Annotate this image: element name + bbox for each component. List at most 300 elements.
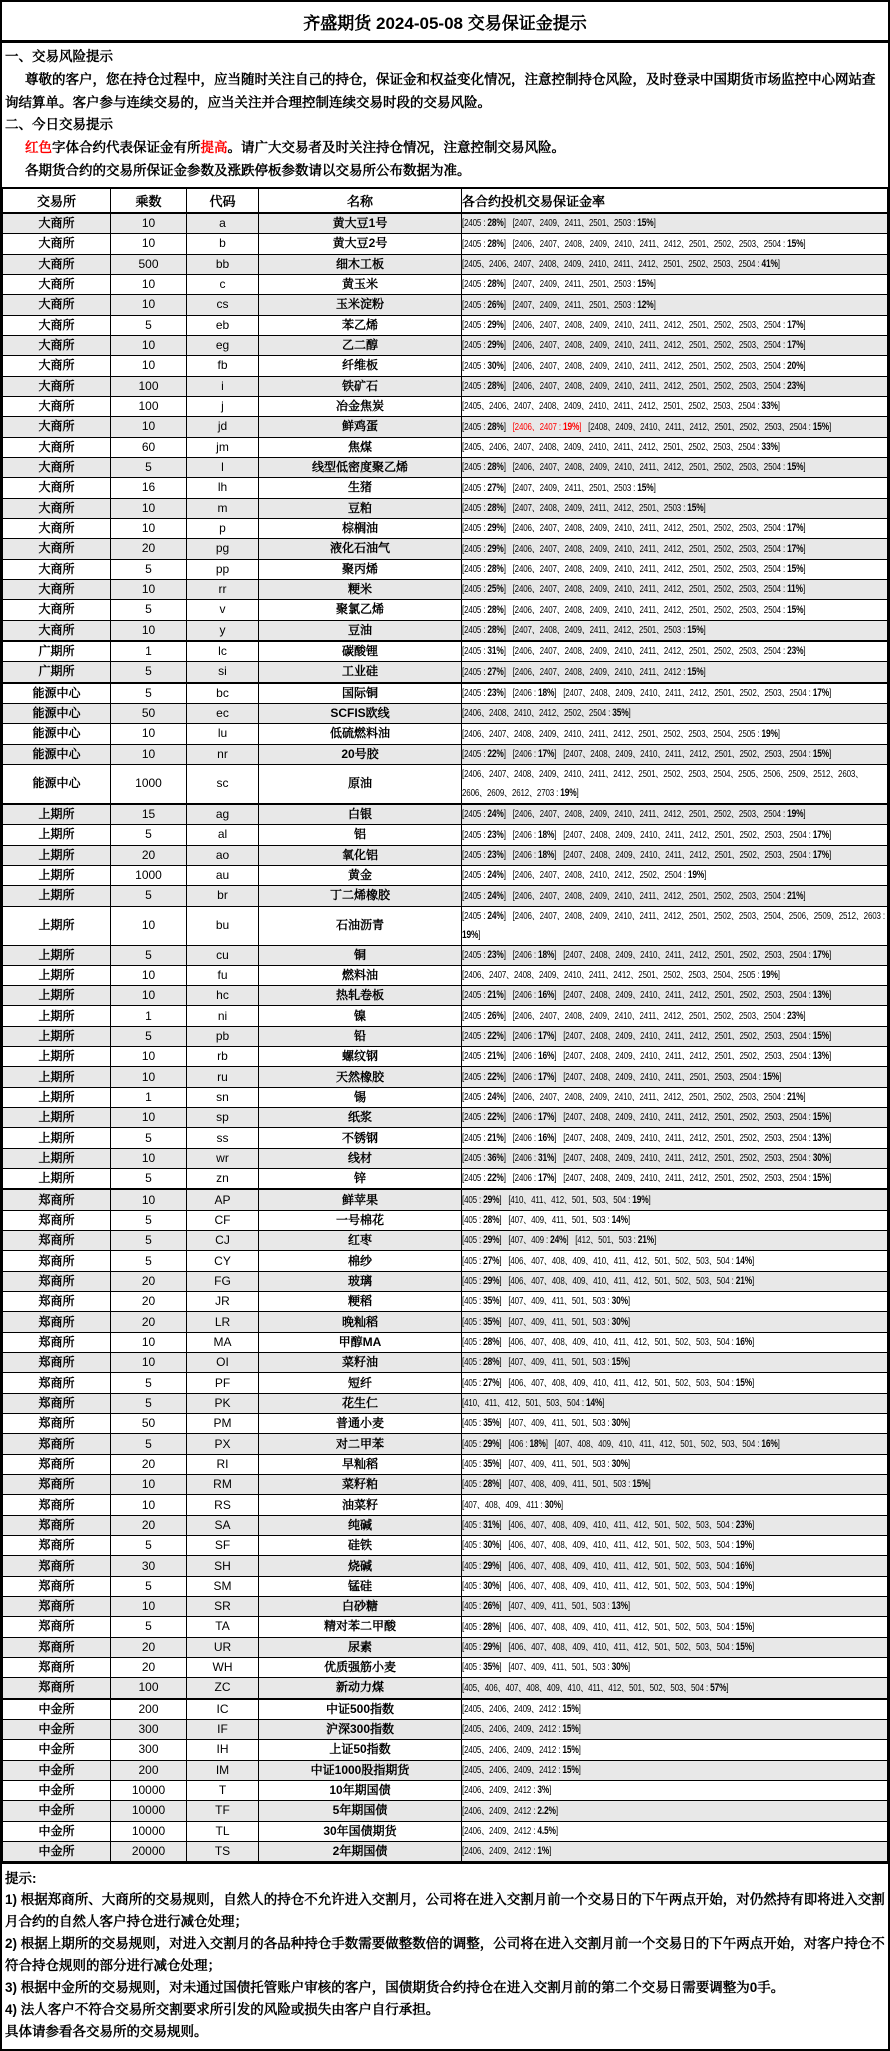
margin-segment: [2405 : 29%] bbox=[462, 339, 506, 352]
margin-segment: [2405 : 22%] bbox=[462, 1111, 506, 1124]
cell-exchange: 大商所 bbox=[3, 295, 111, 315]
cell-multiplier: 500 bbox=[111, 254, 187, 274]
cell-margin-rates bbox=[462, 1801, 888, 1821]
cell-multiplier: 1 bbox=[111, 1087, 187, 1107]
table-row bbox=[3, 1026, 888, 1046]
cell-margin-rates bbox=[462, 1617, 888, 1637]
cell-multiplier: 50 bbox=[111, 1414, 187, 1434]
cell-code: CJ bbox=[187, 1231, 259, 1251]
margin-segment: [2405 : 22%] bbox=[462, 1172, 506, 1185]
cell-multiplier: 5 bbox=[111, 1026, 187, 1046]
notes-label: 提示: bbox=[5, 1871, 37, 1887]
cell-code: c bbox=[187, 274, 259, 294]
table-row bbox=[3, 703, 888, 723]
cell-margin-rates bbox=[462, 1821, 888, 1841]
table-row bbox=[3, 356, 888, 376]
margin-segment: [2406、2407、2408、2409、2410、2411、2412、2501、2502、2503、2504 : 15%] bbox=[512, 461, 806, 474]
margin-segment: [2405 : 22%] bbox=[462, 1070, 506, 1083]
notes-footer-line: 具体请参看各交易所的交易规则。 bbox=[5, 2024, 208, 2040]
cell-name: 天然橡胶 bbox=[259, 1067, 462, 1087]
table-row bbox=[3, 254, 888, 274]
cell-multiplier: 10000 bbox=[111, 1780, 187, 1800]
cell-name: 生猪 bbox=[259, 478, 462, 498]
margin-segment: [2405 : 24%] bbox=[462, 1091, 506, 1104]
cell-code: CY bbox=[187, 1251, 259, 1271]
cell-code: IM bbox=[187, 1760, 259, 1780]
margin-segment: [406、407、408、409、410、411、412、501、502、503、504 : 16%] bbox=[508, 1336, 755, 1349]
cell-multiplier: 10 bbox=[111, 498, 187, 518]
cell-name: 工业硅 bbox=[259, 662, 462, 683]
cell-code: nr bbox=[187, 744, 259, 764]
col-header-margin-rates: 各合约投机交易保证金率 bbox=[462, 188, 888, 213]
cell-code: PX bbox=[187, 1434, 259, 1454]
cell-multiplier: 10 bbox=[111, 579, 187, 599]
cell-name: 鲜苹果 bbox=[259, 1189, 462, 1210]
cell-margin-rates bbox=[462, 498, 888, 518]
cell-multiplier: 10 bbox=[111, 1148, 187, 1168]
table-row bbox=[3, 845, 888, 865]
cell-exchange: 郑商所 bbox=[3, 1251, 111, 1271]
table-row bbox=[3, 804, 888, 825]
cell-multiplier: 1000 bbox=[111, 865, 187, 885]
today-section-heading: 二、今日交易提示 bbox=[5, 117, 113, 132]
margin-segment: [2405 : 23%] bbox=[462, 848, 506, 861]
cell-name: 普通小麦 bbox=[259, 1414, 462, 1434]
cell-exchange: 郑商所 bbox=[3, 1332, 111, 1352]
margin-segment: [405 : 29%] bbox=[462, 1640, 502, 1653]
cell-exchange: 郑商所 bbox=[3, 1292, 111, 1312]
red-word-hongse: 红色 bbox=[25, 140, 52, 155]
cell-name: 30年国债期货 bbox=[259, 1821, 462, 1841]
cell-margin-rates bbox=[462, 965, 888, 985]
table-row bbox=[3, 1189, 888, 1210]
cell-multiplier: 200 bbox=[111, 1760, 187, 1780]
table-row bbox=[3, 478, 888, 498]
table-row bbox=[3, 1699, 888, 1720]
cell-code: PM bbox=[187, 1414, 259, 1434]
cell-name: 铁矿石 bbox=[259, 376, 462, 396]
margin-segment: [2406 : 18%] bbox=[512, 828, 557, 841]
cell-exchange: 郑商所 bbox=[3, 1210, 111, 1230]
cell-exchange: 郑商所 bbox=[3, 1454, 111, 1474]
margin-segment: [2406、2409、2412 : 2.2%] bbox=[462, 1804, 558, 1817]
cell-margin-rates bbox=[462, 1148, 888, 1168]
cell-exchange: 上期所 bbox=[3, 1148, 111, 1168]
margin-segment: [2406 : 17%] bbox=[512, 1172, 557, 1185]
table-row bbox=[3, 1740, 888, 1760]
cell-code: jm bbox=[187, 437, 259, 457]
cell-name: 硅铁 bbox=[259, 1536, 462, 1556]
margin-segment: [2406、2409、2412 : 1%] bbox=[462, 1845, 552, 1858]
cell-code: pp bbox=[187, 559, 259, 579]
cell-code: rb bbox=[187, 1047, 259, 1067]
cell-name: 花生仁 bbox=[259, 1393, 462, 1413]
margin-segment: [2405 : 27%] bbox=[462, 481, 506, 494]
margin-segment: [407、408、409、411、501、503 : 15%] bbox=[508, 1478, 651, 1491]
cell-exchange: 郑商所 bbox=[3, 1393, 111, 1413]
cell-code: bc bbox=[187, 683, 259, 704]
cell-margin-rates bbox=[462, 1393, 888, 1413]
cell-exchange: 大商所 bbox=[3, 396, 111, 416]
cell-code: br bbox=[187, 886, 259, 906]
cell-code: RS bbox=[187, 1495, 259, 1515]
table-row bbox=[3, 724, 888, 744]
cell-code: lu bbox=[187, 724, 259, 744]
cell-name: 新动力煤 bbox=[259, 1678, 462, 1699]
margin-segment: [2407、2408、2409、2410、2411、2412、2501、2502、2503、2504 : 15%] bbox=[563, 1172, 832, 1185]
cell-margin-rates bbox=[462, 620, 888, 641]
margin-table-body bbox=[3, 213, 888, 1863]
cell-name: 优质强筋小麦 bbox=[259, 1657, 462, 1677]
cell-margin-rates bbox=[462, 234, 888, 254]
cell-margin-rates bbox=[462, 1556, 888, 1576]
table-row bbox=[3, 1760, 888, 1780]
table-row bbox=[3, 986, 888, 1006]
margin-segment: [2406 : 17%] bbox=[512, 747, 557, 760]
margin-segment: [2407、2408、2409、2410、2411、2412、2501、2502、2503、2504 : 17%] bbox=[563, 848, 832, 861]
cell-multiplier: 5 bbox=[111, 1231, 187, 1251]
margin-segment: [406、407、408、409、410、411、412、501、502、503、504 : 19%] bbox=[508, 1580, 755, 1592]
cell-multiplier: 20 bbox=[111, 1271, 187, 1291]
cell-multiplier: 5 bbox=[111, 1210, 187, 1230]
cell-code: wr bbox=[187, 1148, 259, 1168]
margin-segment: [2407、2409、2411、2501、2503 : 15%] bbox=[512, 278, 656, 291]
cell-exchange: 郑商所 bbox=[3, 1312, 111, 1332]
cell-multiplier: 5 bbox=[111, 600, 187, 620]
cell-name: 丁二烯橡胶 bbox=[259, 886, 462, 906]
cell-name: 铝 bbox=[259, 825, 462, 845]
cell-code: p bbox=[187, 518, 259, 538]
cell-margin-rates bbox=[462, 1373, 888, 1393]
margin-segment: [2408、2409、2410、2411、2412、2501、2502、2503、2504 : 15%] bbox=[588, 420, 832, 433]
cell-code: SA bbox=[187, 1515, 259, 1535]
cell-margin-rates bbox=[462, 1047, 888, 1067]
margin-segment: [2406、2407、2408、2409、2410、2411、2412、2501、2502、2503、2504 : 23%] bbox=[512, 379, 806, 392]
table-row bbox=[3, 906, 888, 945]
cell-exchange: 能源中心 bbox=[3, 703, 111, 723]
cell-name: 2年期国债 bbox=[259, 1841, 462, 1862]
cell-multiplier: 1 bbox=[111, 1006, 187, 1026]
margin-segment: [405 : 35%] bbox=[462, 1417, 502, 1430]
margin-segment: [405 : 35%] bbox=[462, 1315, 502, 1328]
cell-code: au bbox=[187, 865, 259, 885]
cell-multiplier: 20 bbox=[111, 1312, 187, 1332]
table-row bbox=[3, 683, 888, 704]
cell-name: 纸浆 bbox=[259, 1108, 462, 1128]
table-row bbox=[3, 376, 888, 396]
margin-segment: [2405 : 28%] bbox=[462, 623, 506, 636]
cell-exchange: 大商所 bbox=[3, 559, 111, 579]
cell-name: 精对苯二甲酸 bbox=[259, 1617, 462, 1637]
cell-code: si bbox=[187, 662, 259, 683]
margin-segment: [405 : 30%] bbox=[462, 1539, 502, 1552]
cell-exchange: 郑商所 bbox=[3, 1597, 111, 1617]
margin-segment: [2406、2407、2408、2409、2410、2411、2412、2501、2502、2503、2504 : 20%] bbox=[512, 359, 806, 372]
margin-segment: [405 : 29%] bbox=[462, 1559, 502, 1572]
cell-code: TS bbox=[187, 1841, 259, 1862]
table-row bbox=[3, 559, 888, 579]
cell-multiplier: 10 bbox=[111, 1067, 187, 1087]
table-row bbox=[3, 1231, 888, 1251]
cell-name: 烧碱 bbox=[259, 1556, 462, 1576]
margin-segment: [405 : 28%] bbox=[462, 1214, 502, 1227]
cell-exchange: 大商所 bbox=[3, 600, 111, 620]
margin-segment: [2405 : 36%] bbox=[462, 1152, 506, 1165]
cell-exchange: 中金所 bbox=[3, 1780, 111, 1800]
cell-name: 黄金 bbox=[259, 865, 462, 885]
cell-multiplier: 10 bbox=[111, 295, 187, 315]
cell-margin-rates bbox=[462, 335, 888, 355]
cell-code: cs bbox=[187, 295, 259, 315]
cell-margin-rates bbox=[462, 886, 888, 906]
cell-margin-rates bbox=[462, 865, 888, 885]
table-row bbox=[3, 1332, 888, 1352]
margin-segment: [2405 : 28%] bbox=[462, 237, 506, 250]
cell-name: 纤维板 bbox=[259, 356, 462, 376]
margin-segment: [2405 : 29%] bbox=[462, 318, 506, 331]
cell-margin-rates bbox=[462, 254, 888, 274]
cell-name: 黄玉米 bbox=[259, 274, 462, 294]
table-row bbox=[3, 274, 888, 294]
cell-code: rr bbox=[187, 579, 259, 599]
table-row bbox=[3, 1128, 888, 1148]
margin-segment: [407、409、411、501、503 : 30%] bbox=[508, 1417, 630, 1430]
margin-segment: [412、501、503 : 21%] bbox=[575, 1234, 657, 1247]
cell-name: 玉米淀粉 bbox=[259, 295, 462, 315]
cell-name: 5年期国债 bbox=[259, 1801, 462, 1821]
cell-exchange: 郑商所 bbox=[3, 1189, 111, 1210]
cell-code: fu bbox=[187, 965, 259, 985]
cell-name: 玻璃 bbox=[259, 1271, 462, 1291]
cell-exchange: 大商所 bbox=[3, 539, 111, 559]
table-row bbox=[3, 1597, 888, 1617]
margin-segment: [2406、2408、2410、2412、2502、2504 : 35%] bbox=[462, 707, 631, 720]
note-mid-text: 字体合约代表保证金有所 bbox=[52, 140, 201, 155]
table-row bbox=[3, 1617, 888, 1637]
margin-segment: [2405 : 21%] bbox=[462, 1050, 506, 1063]
cell-margin-rates bbox=[462, 518, 888, 538]
table-row bbox=[3, 1780, 888, 1800]
margin-segment: [2407、2408、2409、2410、2411、2412、2501、2502、2503、2504 : 13%] bbox=[563, 989, 832, 1002]
cell-name: 锡 bbox=[259, 1087, 462, 1107]
cell-code: ag bbox=[187, 804, 259, 825]
cell-code: jd bbox=[187, 417, 259, 437]
exchange-params-note: 各期货合约的交易所保证金参数及涨跌停板参数请以交易所公布数据为准。 bbox=[25, 163, 471, 178]
cell-margin-rates bbox=[462, 683, 888, 704]
red-highlight-note bbox=[5, 136, 885, 159]
margin-segment: [2407、2408、2409、2410、2411、2412、2501、2502、2503、2504 : 30%] bbox=[563, 1152, 832, 1165]
cell-code: ao bbox=[187, 845, 259, 865]
note-item: 4) 法人客户不符合交易所交割要求所引发的风险或损失由客户自行承担。 bbox=[5, 2002, 440, 2018]
red-word-tigao: 提高 bbox=[200, 140, 228, 155]
cell-multiplier: 300 bbox=[111, 1719, 187, 1739]
cell-exchange: 中金所 bbox=[3, 1699, 111, 1720]
cell-margin-rates bbox=[462, 1231, 888, 1251]
margin-segment: [2406 : 16%] bbox=[512, 1050, 557, 1063]
cell-name: 聚氯乙烯 bbox=[259, 600, 462, 620]
cell-code: TL bbox=[187, 1821, 259, 1841]
cell-multiplier: 10 bbox=[111, 274, 187, 294]
cell-margin-rates bbox=[462, 1353, 888, 1373]
margin-segment: [407、409、411、501、503 : 14%] bbox=[508, 1214, 630, 1227]
cell-name: 液化石油气 bbox=[259, 539, 462, 559]
margin-segment: [405 : 29%] bbox=[462, 1437, 502, 1450]
margin-segment: [2405 : 28%] bbox=[462, 461, 506, 474]
margin-segment: [406、407、408、409、410、411、412、501、502、503、504 : 21%] bbox=[508, 1275, 755, 1288]
cell-margin-rates bbox=[462, 1292, 888, 1312]
margin-segment: [2406、2407、2408、2409、2410、2411、2412、2501、2502、2503、2504、2505 : 19%] bbox=[462, 727, 780, 740]
cell-exchange: 上期所 bbox=[3, 1047, 111, 1067]
cell-multiplier: 20000 bbox=[111, 1841, 187, 1862]
margin-segment: [405 : 27%] bbox=[462, 1376, 502, 1389]
margin-segment: [405、406、407、408、409、410、411、412、501、502、503、504 : 57%] bbox=[462, 1681, 729, 1694]
table-row bbox=[3, 213, 888, 234]
margin-segment: [2406、2407、2408、2409、2410、2411、2412、2501、2502、2503、2504 : 15%] bbox=[512, 603, 806, 616]
note-item: 2) 根据上期所的交易规则，对进入交割月的各品种持仓手数需要做整数倍的调整，公司将在进入交割月前一个交易日的下午两点开始，对客户持仓不符合持仓规则的部分进行减仓处理； bbox=[5, 1936, 885, 1974]
cell-multiplier: 300 bbox=[111, 1740, 187, 1760]
margin-segment: [2405 : 23%] bbox=[462, 686, 506, 699]
table-row bbox=[3, 641, 888, 662]
cell-multiplier: 5 bbox=[111, 1576, 187, 1596]
cell-exchange: 郑商所 bbox=[3, 1515, 111, 1535]
cell-code: ZC bbox=[187, 1678, 259, 1699]
cell-code: zn bbox=[187, 1169, 259, 1190]
cell-multiplier: 10 bbox=[111, 1047, 187, 1067]
margin-segment: [406、407、408、409、410、411、412、501、502、503、504 : 16%] bbox=[508, 1559, 755, 1572]
cell-name: 线型低密度聚乙烯 bbox=[259, 457, 462, 477]
cell-exchange: 中金所 bbox=[3, 1740, 111, 1760]
cell-multiplier: 10 bbox=[111, 1353, 187, 1373]
cell-margin-rates bbox=[462, 1841, 888, 1862]
col-header-name: 名称 bbox=[259, 188, 462, 213]
cell-margin-rates bbox=[462, 274, 888, 294]
cell-code: eg bbox=[187, 335, 259, 355]
margin-segment: [407、408、409、410、411、412、501、502、503、504 : 16%] bbox=[554, 1437, 780, 1450]
margin-segment: [2406、2407、2408、2409、2410、2411、2412、2501、2502、2503、2504 : 17%] bbox=[512, 522, 806, 535]
cell-name: 锰硅 bbox=[259, 1576, 462, 1596]
margin-segment: [2407、2408、2409、2410、2411、2412、2501、2502、2503、2504 : 13%] bbox=[563, 1131, 832, 1144]
table-row bbox=[3, 579, 888, 599]
cell-name: 中证500指数 bbox=[259, 1699, 462, 1720]
margin-rate-table bbox=[2, 187, 888, 1864]
cell-margin-rates bbox=[462, 579, 888, 599]
margin-segment: [2405 : 24%] bbox=[462, 808, 506, 821]
margin-segment: [406、407、408、409、410、411、412、501、502、503、504 : 23%] bbox=[508, 1519, 755, 1532]
cell-name: 聚丙烯 bbox=[259, 559, 462, 579]
cell-exchange: 上期所 bbox=[3, 965, 111, 985]
cell-name: 对二甲苯 bbox=[259, 1434, 462, 1454]
cell-name: 国际铜 bbox=[259, 683, 462, 704]
cell-code: ni bbox=[187, 1006, 259, 1026]
intro-section bbox=[2, 43, 888, 187]
margin-segment: [405 : 30%] bbox=[462, 1580, 502, 1592]
cell-multiplier: 10 bbox=[111, 518, 187, 538]
margin-segment: [2405、2406、2407、2408、2409、2410、2411、2412、2501、2502、2503、2504 : 33%] bbox=[462, 440, 780, 453]
cell-multiplier: 5 bbox=[111, 886, 187, 906]
margin-segment: [405 : 28%] bbox=[462, 1478, 502, 1491]
cell-exchange: 大商所 bbox=[3, 457, 111, 477]
cell-margin-rates bbox=[462, 213, 888, 234]
cell-name: 晚籼稻 bbox=[259, 1312, 462, 1332]
cell-margin-rates bbox=[462, 1454, 888, 1474]
cell-exchange: 中金所 bbox=[3, 1841, 111, 1862]
cell-exchange: 上期所 bbox=[3, 1026, 111, 1046]
cell-name: 镍 bbox=[259, 1006, 462, 1026]
margin-segment: [2406、2407、2408、2409、2410、2411、2412、2501、2502、2503、2504 : 21%] bbox=[512, 1091, 806, 1104]
margin-segment: [2405 : 28%] bbox=[462, 278, 506, 291]
table-row bbox=[3, 539, 888, 559]
cell-exchange: 郑商所 bbox=[3, 1475, 111, 1495]
cell-exchange: 上期所 bbox=[3, 945, 111, 965]
cell-code: a bbox=[187, 213, 259, 234]
cell-code: IC bbox=[187, 1699, 259, 1720]
margin-segment: [2405 : 26%] bbox=[462, 298, 506, 311]
cell-name: 乙二醇 bbox=[259, 335, 462, 355]
margin-segment: [2405、2406、2407、2408、2409、2410、2411、2412、2501、2502、2503、2504 : 33%] bbox=[462, 400, 780, 413]
table-row bbox=[3, 1719, 888, 1739]
cell-multiplier: 5 bbox=[111, 945, 187, 965]
cell-code: ss bbox=[187, 1128, 259, 1148]
margin-segment: [2405 : 29%] bbox=[462, 542, 506, 555]
margin-segment: [2405 : 21%] bbox=[462, 989, 506, 1002]
margin-segment: [2406 : 16%] bbox=[512, 1131, 557, 1144]
table-row bbox=[3, 1292, 888, 1312]
cell-exchange: 上期所 bbox=[3, 886, 111, 906]
margin-segment: [407、409、411、501、503 : 30%] bbox=[508, 1295, 630, 1308]
cell-exchange: 郑商所 bbox=[3, 1495, 111, 1515]
cell-exchange: 上期所 bbox=[3, 845, 111, 865]
cell-multiplier: 10 bbox=[111, 1495, 187, 1515]
margin-segment: [2407、2408、2409、2410、2411、2501、2503、2504 : 15%] bbox=[563, 1070, 782, 1083]
cell-margin-rates bbox=[462, 559, 888, 579]
margin-segment: [407、409、411、501、503 : 30%] bbox=[508, 1661, 630, 1674]
margin-segment: [2405 : 21%] bbox=[462, 1131, 506, 1144]
margin-segment: [405 : 28%] bbox=[462, 1356, 502, 1369]
cell-margin-rates bbox=[462, 1312, 888, 1332]
cell-code: AP bbox=[187, 1189, 259, 1210]
cell-exchange: 郑商所 bbox=[3, 1617, 111, 1637]
margin-segment: [2406、2407、2408、2409、2410、2411、2412、2501、2502、2503、2504 : 21%] bbox=[512, 889, 806, 902]
cell-name: 棕榈油 bbox=[259, 518, 462, 538]
cell-margin-rates bbox=[462, 457, 888, 477]
cell-margin-rates bbox=[462, 1719, 888, 1739]
margin-segment: [2407、2409、2411、2501、2503 : 15%] bbox=[512, 481, 656, 494]
cell-code: SM bbox=[187, 1576, 259, 1596]
margin-segment: [405 : 35%] bbox=[462, 1458, 502, 1471]
margin-segment: [2407、2408、2409、2410、2411、2412、2501、2502、2503、2504 : 15%] bbox=[563, 1030, 832, 1043]
note-item: 3) 根据中金所的交易规则，对未通过国债托管账户审核的客户，国债期货合约持仓在进入交割月前的第二个交易日需要调整为0手。 bbox=[5, 1980, 785, 1996]
cell-code: sc bbox=[187, 764, 259, 804]
table-row bbox=[3, 1006, 888, 1026]
cell-code: FG bbox=[187, 1271, 259, 1291]
page-title: 齐盛期货 2024-05-08 交易保证金提示 bbox=[2, 2, 888, 43]
cell-name: 粳稻 bbox=[259, 1292, 462, 1312]
cell-exchange: 上期所 bbox=[3, 1087, 111, 1107]
cell-name: 鲜鸡蛋 bbox=[259, 417, 462, 437]
cell-multiplier: 100 bbox=[111, 1678, 187, 1699]
cell-exchange: 大商所 bbox=[3, 498, 111, 518]
margin-segment: [2406、2409、2412 : 3%] bbox=[462, 1784, 552, 1797]
cell-multiplier: 100 bbox=[111, 396, 187, 416]
cell-exchange: 大商所 bbox=[3, 579, 111, 599]
cell-code: T bbox=[187, 1780, 259, 1800]
table-row bbox=[3, 1393, 888, 1413]
cell-multiplier: 10 bbox=[111, 1597, 187, 1617]
cell-exchange: 大商所 bbox=[3, 417, 111, 437]
cell-multiplier: 5 bbox=[111, 662, 187, 683]
margin-segment: [2405 : 31%] bbox=[462, 645, 506, 658]
cell-multiplier: 60 bbox=[111, 437, 187, 457]
